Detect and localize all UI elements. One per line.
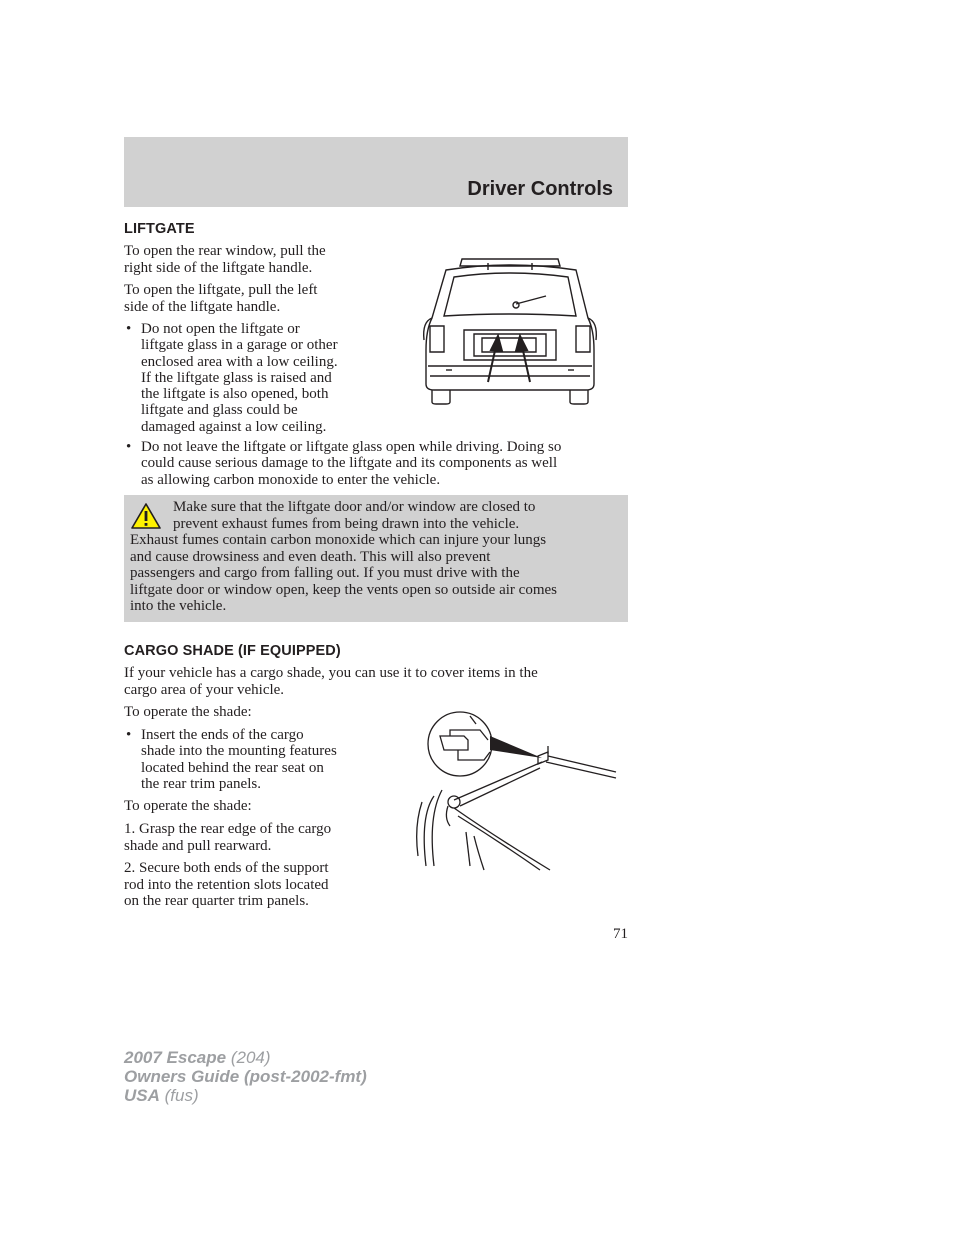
text-line: the rear trim panels. bbox=[141, 775, 261, 792]
text-line: Make sure that the liftgate door and/or window are closed to bbox=[173, 499, 536, 515]
footer-market: USA bbox=[124, 1086, 160, 1105]
bullet-icon: • bbox=[126, 321, 132, 337]
text-line: could cause serious damage to the liftgate and its components as well bbox=[141, 455, 558, 472]
text-line: If the liftgate glass is raised and bbox=[141, 369, 332, 386]
text-line: shade and pull rearward. bbox=[124, 837, 272, 854]
text-line: liftgate glass in a garage or other bbox=[141, 337, 338, 354]
text-line: into the vehicle. bbox=[130, 598, 227, 614]
cargo-shade-bullet-insert bbox=[124, 727, 337, 792]
text-line: side of the liftgate handle. bbox=[124, 298, 281, 315]
text-line: 2. Secure both ends of the support bbox=[124, 860, 329, 876]
text-line: liftgate door or window open, keep the vents open so outside air comes bbox=[130, 581, 557, 598]
text-line: If your vehicle has a cargo shade, you can use it to cover items in the bbox=[124, 665, 538, 681]
bullet-icon: • bbox=[126, 727, 132, 743]
cargo-shade-illustration bbox=[414, 706, 620, 874]
liftgate-heading: LIFTGATE bbox=[124, 221, 195, 237]
cargo-shade-operate-1: To operate the shade: bbox=[124, 704, 252, 720]
cargo-shade-step-2 bbox=[124, 860, 329, 910]
text-line: Exhaust fumes contain carbon monoxide which can injure your lungs bbox=[130, 532, 547, 548]
cargo-shade-step-1 bbox=[124, 821, 331, 854]
bullet-icon: • bbox=[126, 439, 132, 455]
liftgate-para-rear-window bbox=[124, 243, 326, 276]
text-line: damaged against a low ceiling. bbox=[141, 418, 327, 435]
page-number: 71 bbox=[613, 926, 628, 942]
text-line: passengers and cargo from falling out. If you must drive with the bbox=[130, 565, 520, 581]
liftgate-bullet-low-ceiling bbox=[124, 321, 338, 435]
text-line: located behind the rear seat on bbox=[141, 759, 324, 776]
document-footer bbox=[124, 1048, 367, 1105]
cargo-shade-operate-2: To operate the shade: bbox=[124, 798, 252, 814]
footer-model: 2007 Escape bbox=[124, 1048, 227, 1067]
text-line: To open the rear window, pull the bbox=[124, 243, 326, 259]
text-line: enclosed area with a low ceiling. bbox=[141, 353, 338, 370]
text-line: on the rear quarter trim panels. bbox=[124, 893, 309, 910]
text-line: 1. Grasp the rear edge of the cargo bbox=[124, 821, 332, 837]
warning-box bbox=[124, 495, 628, 622]
warning-text bbox=[130, 499, 624, 615]
text-line: right side of the liftgate handle. bbox=[124, 259, 313, 276]
section-header bbox=[124, 137, 628, 207]
text-line: liftgate and glass could be bbox=[141, 402, 298, 419]
footer-guide: Owners Guide (post-2002-fmt) bbox=[124, 1067, 367, 1086]
text-line: the liftgate is also opened, both bbox=[141, 386, 329, 403]
text-line: as allowing carbon monoxide to enter the vehicle. bbox=[141, 471, 441, 488]
text-line: To open the liftgate, pull the left bbox=[124, 282, 318, 298]
footer-model-code: (204) bbox=[230, 1048, 271, 1067]
text-line: and cause drowsiness and even death. This will also prevent bbox=[130, 548, 491, 565]
text-line: Do not leave the liftgate or liftgate glass open while driving. Doing so bbox=[141, 439, 562, 455]
text-line: prevent exhaust fumes from being drawn into the vehicle. bbox=[173, 515, 520, 532]
text-line: Insert the ends of the cargo bbox=[141, 727, 304, 743]
liftgate-bullet-driving bbox=[124, 439, 561, 488]
text-line: shade into the mounting features bbox=[141, 743, 337, 760]
liftgate-vehicle-illustration bbox=[418, 250, 604, 408]
cargo-shade-intro bbox=[124, 665, 538, 698]
footer-market-code: (fus) bbox=[164, 1086, 199, 1105]
section-title: Driver Controls bbox=[467, 178, 613, 200]
text-line: cargo area of your vehicle. bbox=[124, 681, 285, 698]
cargo-shade-heading: CARGO SHADE (IF EQUIPPED) bbox=[124, 643, 341, 659]
text-line: rod into the retention slots located bbox=[124, 876, 329, 893]
text-line: Do not open the liftgate or bbox=[141, 321, 300, 337]
liftgate-para-liftgate bbox=[124, 282, 317, 315]
